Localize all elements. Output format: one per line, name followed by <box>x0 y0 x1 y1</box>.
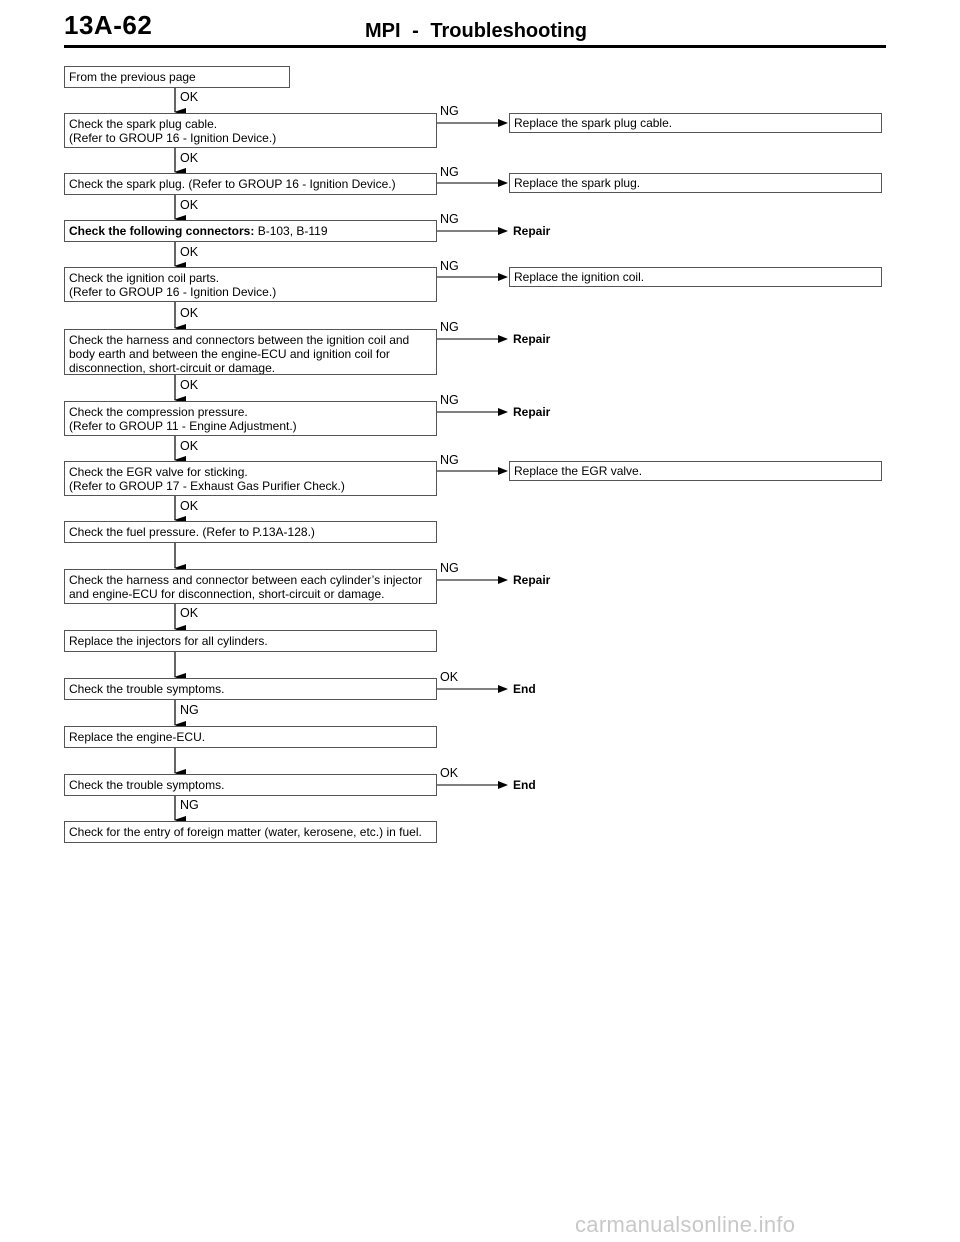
branch-label-6: NG <box>440 393 459 407</box>
step-box-5: Check the harness and connectors between the ignition coil and body earth and between the engine-ECU and ignition coil for disconnection, short-circuit or damage. <box>64 329 437 375</box>
result-text-3: Repair <box>513 224 551 238</box>
down-label-3: OK <box>180 198 199 212</box>
branch-label-7: NG <box>440 453 459 467</box>
step-box-10: Replace the injectors for all cylinders. <box>64 630 437 652</box>
step-box-12: Replace the engine-ECU. <box>64 726 437 748</box>
branch-label-2: NG <box>440 165 459 179</box>
branch-label-11: OK <box>440 670 459 684</box>
down-label-4: OK <box>180 245 199 259</box>
branch-label-9: NG <box>440 561 459 575</box>
branch-label-5: NG <box>440 320 459 334</box>
result-text-9: Repair <box>513 573 551 587</box>
step-box-3-bold: Check the following connectors: <box>69 224 255 238</box>
down-label-1: OK <box>180 90 199 104</box>
title-separator: - <box>412 20 419 42</box>
page-number: 13A-62 <box>64 10 153 40</box>
result-text-13: End <box>513 778 536 792</box>
step-box-6: Check the compression pressure. (Refer to GROUP 11 - Engine Adjustment.) <box>64 401 437 436</box>
result-box-4: Replace the ignition coil. <box>509 267 882 287</box>
branch-label-3: NG <box>440 212 459 226</box>
step-box-3-text: B-103, B-119 <box>254 224 328 238</box>
down-label-8: OK <box>180 499 199 513</box>
result-text-11: End <box>513 682 536 696</box>
branch-label-1: NG <box>440 104 459 118</box>
down-label-12: NG <box>180 703 199 717</box>
result-box-7: Replace the EGR valve. <box>509 461 882 481</box>
step-box-9: Check the harness and connector between each cylinder’s injector and engine-ECU for disconnection, short-circuit or damage. <box>64 569 437 604</box>
watermark-text: carmanualsonline.info <box>575 1212 796 1237</box>
down-label-6: OK <box>180 378 199 392</box>
step-box-4: Check the ignition coil parts. (Refer to GROUP 16 - Ignition Device.) <box>64 267 437 302</box>
section-title: Troubleshooting <box>430 20 588 42</box>
down-label-2: OK <box>180 151 199 165</box>
step-box-2: Check the spark plug. (Refer to GROUP 16 - Ignition Device.) <box>64 173 437 195</box>
step-box-13: Check the trouble symptoms. <box>64 774 437 796</box>
step-box-7: Check the EGR valve for sticking. (Refer to GROUP 17 - Exhaust Gas Purifier Check.) <box>64 461 437 496</box>
down-label-5: OK <box>180 306 199 320</box>
step-box-1: Check the spark plug cable. (Refer to GROUP 16 - Ignition Device.) <box>64 113 437 148</box>
down-label-14: NG <box>180 798 199 812</box>
branch-label-4: NG <box>440 259 459 273</box>
step-box-3 <box>64 220 437 242</box>
step-box-8: Check the fuel pressure. (Refer to P.13A-128.) <box>64 521 437 543</box>
step-box-11: Check the trouble symptoms. <box>64 678 437 700</box>
result-text-5: Repair <box>513 332 551 346</box>
section-name: MPI <box>365 20 401 42</box>
result-text-6: Repair <box>513 405 551 419</box>
start-box: From the previous page <box>64 66 290 88</box>
branch-label-13: OK <box>440 766 459 780</box>
result-box-1: Replace the spark plug cable. <box>509 113 882 133</box>
down-label-7: OK <box>180 439 199 453</box>
step-box-14: Check for the entry of foreign matter (water, kerosene, etc.) in fuel. <box>64 821 437 843</box>
result-box-2: Replace the spark plug. <box>509 173 882 193</box>
down-label-10: OK <box>180 606 199 620</box>
